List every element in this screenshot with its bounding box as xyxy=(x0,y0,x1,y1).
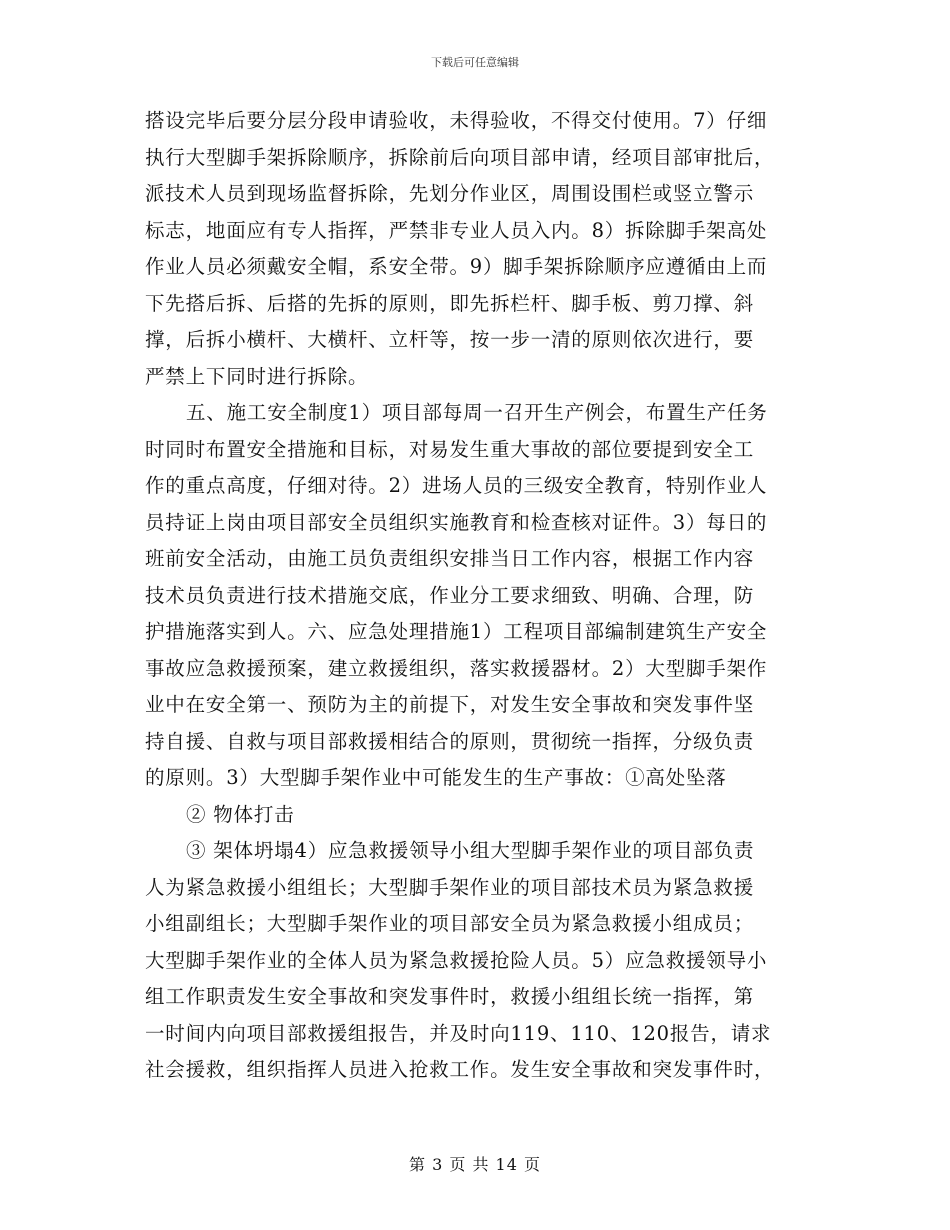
text-line: 的原则。3）大型脚手架作业中可能发生的生产事故：①高处坠落 xyxy=(145,766,727,789)
text-line: 社会援救，组织指挥人员进入抢救工作。发生安全事故和突发事件时， xyxy=(145,1058,775,1081)
text-line: ③ 架体坍塌4）应急救援领导小组大型脚手架作业的项目部负责 xyxy=(186,839,755,862)
text-line: 作的重点高度，仔细对待。2）进场人员的三级安全教育，特别作业人 xyxy=(145,474,768,497)
text-line: 一时间内向项目部救援组报告，并及时向119、110、120报告，请求 xyxy=(145,1021,772,1045)
text-line: 人为紧急救援小组组长；大型脚手架作业的项目部技术员为紧急救援 xyxy=(145,875,755,899)
text-line: 时同时布置安全措施和目标，对易发生重大事故的部位要提到安全工 xyxy=(145,437,755,461)
text-line: 技术员负责进行技术措施交底，作业分工要求细致、明确、合理，防 xyxy=(145,583,755,607)
text-line: 五、施工安全制度1）项目部每周一召开生产例会，布置生产任务 xyxy=(186,401,768,424)
text-line: 组工作职责发生安全事故和突发事件时，救援小组组长统一指挥，第 xyxy=(145,985,755,1008)
document-body xyxy=(145,103,815,1089)
text-line: 执行大型脚手架拆除顺序，拆除前后向项目部申请，经项目部审批后， xyxy=(145,145,775,169)
text-line: ② 物体打击 xyxy=(186,802,295,826)
text-line: 班前安全活动，由施工员负责组织安排当日工作内容，根据工作内容 xyxy=(145,547,755,570)
text-line: 撑，后拆小横杆、大横杆、立杆等，按一步一清的原则依次进行，要 xyxy=(145,328,755,351)
text-line: 护措施落实到人。六、应急处理措施1）工程项目部编制建筑生产安全 xyxy=(145,620,768,643)
text-line: 标志，地面应有专人指挥，严禁非专业人员入内。8）拆除脚手架高处 xyxy=(145,218,768,242)
page-header: 下载后可任意编辑 xyxy=(431,56,519,69)
text-line: 搭设完毕后要分层分段申请验收，未得验收，不得交付使用。7）仔细 xyxy=(145,109,768,132)
text-line: 派技术人员到现场监督拆除，先划分作业区，周围设围栏或竖立警示 xyxy=(145,182,755,205)
text-line: 作业人员必须戴安全帽，系安全带。9）脚手架拆除顺序应遵循由上而 xyxy=(145,255,768,278)
page-number-footer: 第 3 页 共 14 页 xyxy=(409,1155,541,1174)
text-line: 下先搭后拆、后搭的先拆的原则，即先拆栏杆、脚手板、剪刀撑、斜 xyxy=(145,291,755,315)
text-line: 业中在安全第一、预防为主的前提下，对发生安全事故和突发事件坚 xyxy=(145,693,755,716)
text-line: 员持证上岗由项目部安全员组织实施教育和检查核对证件。3）每日的 xyxy=(145,510,768,534)
text-line: 持自援、自救与项目部救援相结合的原则，贯彻统一指挥，分级负责 xyxy=(145,729,755,753)
text-line: 事故应急救援预案，建立救援组织，落实救援器材。2）大型脚手架作 xyxy=(145,656,768,680)
text-line: 小组副组长；大型脚手架作业的项目部安全员为紧急救援小组成员； xyxy=(145,912,755,935)
text-line: 大型脚手架作业的全体人员为紧急救援抢险人员。5）应急救援领导小 xyxy=(145,948,768,972)
text-line: 严禁上下同时进行拆除。 xyxy=(145,364,369,388)
